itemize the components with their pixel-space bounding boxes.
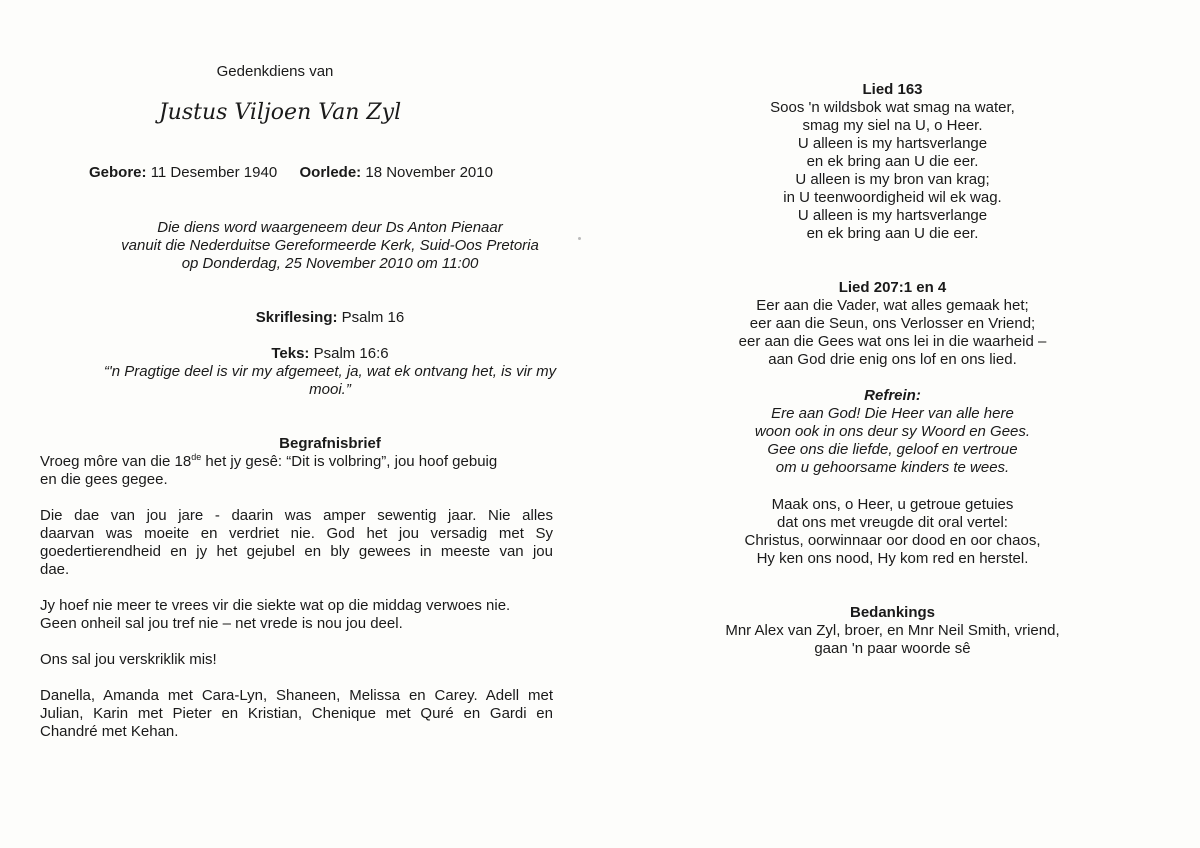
song-1-line: U alleen is my hartsverlange	[797, 135, 988, 152]
scripture-reading	[40, 309, 620, 327]
letter-text: Vroeg môre van die 18	[40, 453, 192, 470]
born-date: 11 Desember 1940	[150, 164, 278, 181]
song-2-title: Lied 207:1 en 4	[838, 279, 947, 296]
deceased-name: Justus Viljoen Van Zyl	[158, 100, 402, 125]
letter-paragraph-2-line: daarvan was moeite en verdriet nie. God het jou versadig met Sy	[40, 525, 553, 542]
refrain-line: Ere aan God! Die Heer van alle here	[771, 405, 1014, 422]
service-heading: Gedenkdiens van	[216, 63, 334, 80]
service-line: vanuit die Nederduitse Gereformeerde Kerk, Suid-Oos Pretoria	[121, 237, 539, 254]
letter-paragraph-2-line: dae.	[40, 561, 70, 578]
refrain-line: Gee ons die liefde, geloof en vertroue	[767, 441, 1018, 458]
refrain-title: Refrein:	[864, 387, 921, 404]
thanks-title: Bedankings	[849, 604, 936, 621]
family-names-line: Chandré met Kehan.	[40, 723, 179, 740]
ordinal-superscript: de	[191, 452, 202, 462]
song-2-line: eer aan die Seun, ons Verlosser en Vriend;	[749, 315, 1036, 332]
song-2-line: eer aan die Gees wat ons lei in die waarheid –	[738, 333, 1047, 350]
verse-line: Christus, oorwinnaar oor dood en oor chaos,	[744, 532, 1041, 549]
verse-line: dat ons met vreugde dit oral vertel:	[777, 514, 1008, 531]
letter-paragraph-1-line: en die gees gegee.	[40, 471, 168, 488]
letter-text: het jy gesê: “Dit is volbring”, jou hoof gebuig	[201, 453, 498, 470]
thanks-line: gaan 'n paar woorde sê	[814, 640, 971, 657]
letter-paragraph-3-line: Geen onheil sal jou tref nie – net vrede is nou jou deel.	[40, 615, 403, 632]
letter-title: Begrafnisbrief	[279, 435, 381, 452]
reading-value: Psalm 16	[341, 309, 405, 326]
text-value: Psalm 16:6	[313, 345, 389, 362]
song-1-line: Soos 'n wildsbok wat smag na water,	[770, 99, 1015, 116]
service-line: Die diens word waargeneem deur Ds Anton Pienaar	[157, 219, 503, 236]
reading-label: Skriflesing:	[255, 309, 338, 326]
verse-line: Hy ken ons nood, Hy kom red en herstel.	[756, 550, 1029, 567]
song-1-line: U alleen is my hartsverlange	[797, 207, 988, 224]
letter-paragraph-4: Ons sal jou verskriklik mis!	[40, 651, 217, 668]
quote-line: “'n Pragtige deel is vir my afgemeet, ja, wat ek ontvang het, is vir my	[103, 363, 557, 380]
died-date: 18 November 2010	[365, 164, 493, 181]
family-names-line: Julian, Karin met Pieter en Kristian, Chenique met Quré en Gardi en	[40, 705, 553, 722]
died-label: Oorlede:	[299, 164, 362, 181]
thanks-line: Mnr Alex van Zyl, broer, en Mnr Neil Smith, vriend,	[725, 622, 1060, 639]
letter-paragraph-2-line: goedertierendheid en jy het gejubel en bly gewees in meeste van jou	[40, 543, 553, 560]
born-label: Gebore:	[89, 164, 147, 181]
verse-line: Maak ons, o Heer, u getroue getuies	[771, 496, 1014, 513]
song-2-line: aan God drie enig ons lof en ons lied.	[768, 351, 1017, 368]
song-1-line: smag my siel na U, o Heer.	[802, 117, 983, 134]
song-1-title: Lied 163	[862, 81, 923, 98]
song-1-line: in U teenwoordigheid wil ek wag.	[783, 189, 1002, 206]
sermon-text	[40, 345, 620, 363]
song-2-line: Eer aan die Vader, wat alles gemaak het;	[756, 297, 1029, 314]
refrain-line: om u gehoorsame kinders te wees.	[775, 459, 1010, 476]
paper-speck	[578, 237, 581, 240]
letter-paragraph-3-line: Jy hoef nie meer te vrees vir die siekte wat op die middag verwoes nie.	[40, 597, 511, 614]
song-1-line: en ek bring aan U die eer.	[806, 153, 979, 170]
service-line: op Donderdag, 25 November 2010 om 11:00	[181, 255, 479, 272]
family-names-line: Danella, Amanda met Cara-Lyn, Shaneen, Melissa en Carey. Adell met	[40, 687, 553, 704]
letter-paragraph-1-line	[40, 453, 553, 471]
letter-paragraph-2-line: Die dae van jou jare - daarin was amper sewentig jaar. Nie alles	[40, 507, 553, 524]
quote-line: mooi.”	[309, 381, 351, 398]
dates-line	[89, 164, 620, 182]
song-1-line: en ek bring aan U die eer.	[806, 225, 979, 242]
text-label: Teks:	[271, 345, 310, 362]
refrain-line: woon ook in ons deur sy Woord en Gees.	[754, 423, 1031, 440]
song-1-line: U alleen is my bron van krag;	[795, 171, 990, 188]
